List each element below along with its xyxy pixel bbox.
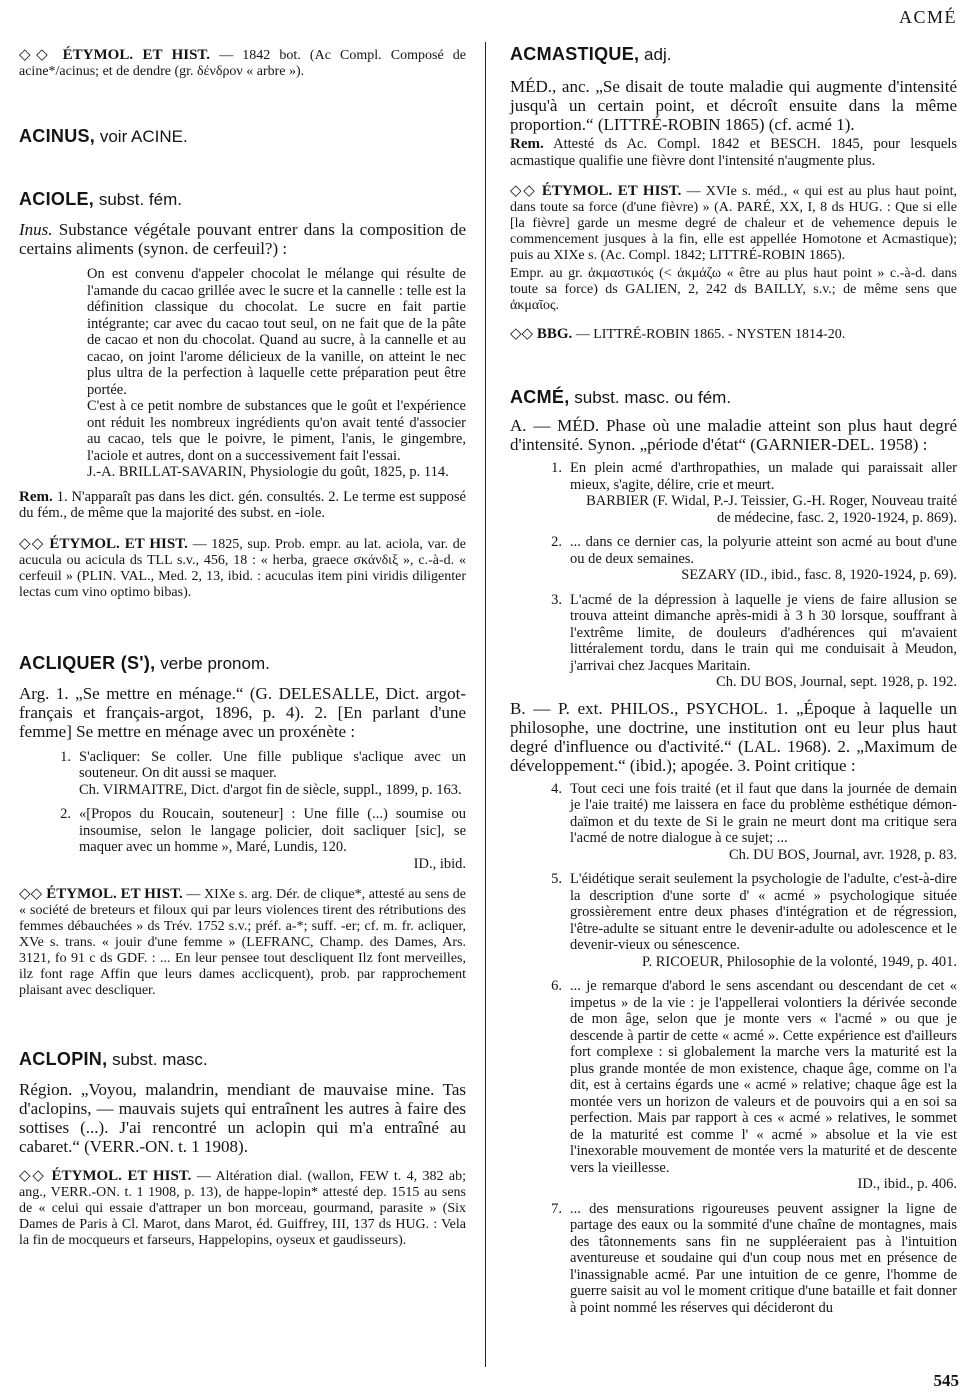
definition: MÉD., anc. „Se disait de toute maladie qui augmente d'intensité jusqu'à un certain point, et décroît ensuite dans la même proportion.“ (LITTRÉ-ROBIN 1865) (cf. acmé 1). <box>510 77 957 134</box>
remark-text: Attesté ds Ac. Compl. 1842 et BESCH. 1845, pour lesquels acmastique qualifie une fièvre dont l'intensité n'augmente plus. <box>510 136 958 169</box>
example-number: 7. <box>551 1200 562 1217</box>
headword: ACMASTIQUE, <box>510 44 640 64</box>
example-text: En plein acmé d'arthropathies, un malade qui paraissait aller mieux, s'agite, délire, crie et meurt. <box>570 460 957 493</box>
definition-text: Substance végétale pouvant entrer dans la composition de certains aliments (synon. de cerfeuil?) : <box>19 220 466 258</box>
example-text: Tout ceci une fois traité (et il faut que dans la journée de demain je l'aie traité) me laissera en face du problème esthétique démon-daïmon et du texte de Si le grain ne meurt dont ma critique sera l'acmé de notre dialogue à ce sujet; ... <box>570 780 957 846</box>
example-source: BARBIER (F. Widal, P.-J. Teissier, G.-H. Roger, Nouveau traité de médecine, fasc. 2, 1920-1924, p. 869). <box>586 493 957 526</box>
example-number: 2. <box>60 806 71 822</box>
example-text: ... dans ce dernier cas, la polyurie atteint son acmé au bout d'une ou de deux semaines. <box>570 534 957 567</box>
page-number: 545 <box>933 1371 959 1390</box>
etymology <box>19 1168 466 1249</box>
entry-acme-head <box>510 387 957 408</box>
headword: ACINUS, <box>19 126 96 146</box>
etym-text: — XVIe s. méd., « qui est au plus haut point, dans toute sa force (d'une fièvre) » (A. PARÉ, XX, I, 8 ds HUG. : Que si elle [la fièvre] garde un mesme degré de chaleur et de vehemence depuis le commencement jusques à la fin, elle est appellée Homotone et Acmastique); puis au XIXe s. (Ac. Compl. 1842; LITTRÉ-ROBIN 1865). <box>510 184 957 263</box>
example-number: 3. <box>551 591 562 608</box>
example-text: L'éidétique serait seulement la psychologie de l'adulte, c'est-à-dire la description d'une sorte d' « acmé » psychologique située grossièrement entre deux phases d'intégration et de régression, l'être-adulte se situant entre le devenir-adulte ou adolescence et le devenir-vieux ou sénescence. <box>570 871 957 953</box>
part-of-speech: subst. fém. <box>98 190 182 209</box>
example-source: J.-A. BRILLAT-SAVARIN, Physiologie du goût, 1825, p. 114. <box>87 464 449 480</box>
headword: ACLIQUER (S'), <box>19 652 156 673</box>
example <box>510 871 957 970</box>
entry-acinus-head <box>19 126 466 147</box>
etymology <box>19 536 466 601</box>
example <box>510 781 957 864</box>
example <box>510 592 957 691</box>
etym-heading: ◇◇ ÉTYMOL. ET HIST. <box>510 183 682 199</box>
part-of-speech: adj. <box>644 45 672 64</box>
column-rule <box>485 42 486 1367</box>
entry-acmastique-head <box>510 44 957 65</box>
example-text: «[Propos du Roucain, souteneur] : Une fille (...) soumise ou insoumise, selon le langage policier, doit sacliquer [sic], se maquer avec un homme », Maré, Lundis, 120. <box>79 806 466 855</box>
etym-text: — 1842 bot. (Ac Compl. Composé de acine*/acinus; et de dendre (gr. δένδρον « arbre »). <box>19 48 466 79</box>
etym-text: — Altération dial. (wallon, FEW t. 4, 382 ab; ang., VERR.-ON. t. 1 1908, p. 13), de happe-lopin* attesté dep. 1515 au sens de « celui qui essaie d'attraper un bon morceau, gourmand, parasite » (Six Dames de Paris à Cl. Marot, dans Marot, éd. Guiffrey, III, 137 ds HUG. : Vela la fin de mocqueurs et farseurs, Happelopins, oyseux et gaudisseurs). <box>19 1169 466 1248</box>
example <box>510 534 957 584</box>
part-of-speech: subst. masc. <box>112 1050 208 1069</box>
remark <box>510 136 957 169</box>
remark <box>19 489 466 522</box>
etymology <box>19 886 466 999</box>
example-source: Ch. VIRMAITRE, Dict. d'argot fin de siècle, suppl., 1899, p. 163. <box>79 781 462 798</box>
example <box>510 1201 957 1317</box>
example-source: SEZARY (ID., ibid., fasc. 8, 1920-1924, p. 69). <box>681 567 957 583</box>
example-paragraph: C'est à ce petit nombre de substances que le goût et l'expérience ont réduit les nombreux ingrédients qu'on avait tenté d'associer au cacao, tels que le poivre, le piment, l'anis, le gingembre, l'aciole et autres, dont on a successivement fait l'essai. <box>87 398 466 464</box>
etym-heading: ◇◇ ÉTYMOL. ET HIST. <box>19 535 188 552</box>
definition-b: B. — P. ext. PHILOS., PSYCHOL. 1. „Époque à laquelle un philosophe, une doctrine, une institution ont eu leur plus haut degré d'influence ou d'activité.“ (LAL. 1968). 2. „Maximum de développement.“ (ibid.); apogée. 3. Point critique : <box>510 698 957 775</box>
example <box>510 460 957 526</box>
etym-text: — XIXe s. arg. Dér. de clique*, attesté au sens de « société de breteurs et filoux qui par leurs violences tirent des rétributions des femmes débauchées » ds Trév. 1752 s.v.; préf. a-*; suff. -er; cf. m. fr. acliquer, XVe s. trans. « jouir d'une femme » (LEFRANC, Champ. des Dames, Ars. 3121, fo 91 c ds GDF. : ... En leur pensee tout descliquent Ilz font merveilles, ilz font rage Affin que leurs dames acclicquent), prob. par rapprochement plaisant avec descliquer. <box>19 887 466 998</box>
example-source: ID., ibid., p. 406. <box>857 1176 957 1192</box>
example-number: 4. <box>551 780 562 797</box>
definition <box>19 220 466 258</box>
entry-aciole-head <box>19 189 466 210</box>
example-number: 2. <box>551 534 562 550</box>
example-number: 1. <box>60 748 71 765</box>
example-text: S'acliquer: Se coller. Une fille publique s'aclique avec un souteneur. On dit aussi se maquer. <box>79 748 466 781</box>
entry-label: voir ACINE. <box>99 127 188 146</box>
etymology <box>510 183 957 264</box>
examples-a <box>510 460 957 691</box>
entry-aclopin-head <box>19 1049 466 1070</box>
example <box>19 749 466 799</box>
definition: Arg. 1. „Se mettre en ménage.“ (G. DELESALLE, Dict. argot-français et français-argot, 1896, p. 4). 2. [En parlant d'une femme] Se mettre en ménage avec un proxénète : <box>19 683 466 741</box>
remark-text: 1. N'apparaît pas dans les dict. gén. consultés. 2. Le terme est supposé du fém., de même que la majorité des subst. en -iole. <box>19 488 466 521</box>
example-number: 1. <box>551 460 562 476</box>
example-source: ID., ibid. <box>413 855 466 872</box>
bbg-text: — LITTRÉ-ROBIN 1865. - NYSTEN 1814-20. <box>575 327 846 342</box>
examples-b <box>510 781 957 1317</box>
example-paragraph: On est convenu d'appeler chocolat le mélange qui résulte de l'amande du cacao grillée avec le sucre et la cannelle : telle est la définition classique du chocolat. Le sucre en fait partie intégrante; car avec du cacao tout seul, on ne fait que de la pâte de cacao et non du chocolat. Quand au sucre, à la cannelle et au cacao, on joint l'arome délicieux de la vanille, on atteint le nec plus ultra de la perfection à laquelle cette préparation peut être portée. <box>87 266 466 398</box>
example-source: Ch. DU BOS, Journal, avr. 1928, p. 83. <box>729 846 957 863</box>
etym-heading: ◇◇ ÉTYMOL. ET HIST. <box>19 1168 192 1184</box>
etymology-continued: Empr. au gr. ἀκμαστικός (< ἀκμάζω « être au plus haut point » c.-à-d. dans toute sa force) ds GALIEN, 2, 242 ds BAILLY, s.v.; de même sens que ἀκμαῖος. <box>510 266 957 313</box>
headword: ACIOLE, <box>19 189 95 209</box>
headword: ACLOPIN, <box>19 1049 108 1069</box>
example-text: L'acmé de la dépression à laquelle je viens de faire allusion se trouva atteint dimanche après-midi à 3 h 30 lorsque, souffrant à l'extrême limite, de douleurs d'adhérences qui m'avaient littéralement tordu, dans le train qui me conduisait à Meudon, j'arrivai chez Jacques Maritain. <box>570 591 957 674</box>
headword: ACMÉ, <box>510 387 570 407</box>
etym-heading: ◇◇ ÉTYMOL. ET HIST. <box>19 47 211 63</box>
usage-label: Inus. <box>19 220 53 239</box>
definition-a: A. — MÉD. Phase où une maladie atteint son plus haut degré d'intensité. Synon. „période d'état“ (GARNIER-DEL. 1958) : <box>510 416 957 454</box>
running-head: ACMÉ <box>898 7 957 27</box>
remark-label: Rem. <box>510 136 544 152</box>
entry-acliquer-head <box>19 653 466 674</box>
etym-text: — 1825, sup. Prob. empr. au lat. aciola, var. de acucula ou acicula ds TLL s.v., 456, 18 : « herba, graece σκάνδιξ », c.-à-d. « cerfeuil » (PLIN. VAL., Med. 2, 13, ibid. : acuculas item pini viridis diligenter lectas cum vino optimo bibas). <box>19 536 467 600</box>
etym-acine-block <box>19 47 466 80</box>
example <box>19 806 466 872</box>
example-number: 6. <box>551 978 562 994</box>
right-column <box>510 42 957 1316</box>
part-of-speech: verbe pronom. <box>160 653 270 673</box>
example-source: P. RICOEUR, Philosophie de la volonté, 1949, p. 401. <box>642 953 957 970</box>
example-source: Ch. DU BOS, Journal, sept. 1928, p. 192. <box>716 674 957 690</box>
part-of-speech: subst. masc. ou fém. <box>574 388 732 407</box>
bibliography <box>510 326 957 343</box>
bbg-heading: ◇◇ BBG. <box>510 326 573 342</box>
example <box>510 978 957 1193</box>
definition: Région. „Voyou, malandrin, mendiant de mauvaise mine. Tas d'aclopins, — mauvais sujets qui entraînent les autres à faire des sottises (...). J'ai rencontré un aclopin qui m'a entraîné au cabaret.“ (VERR.-ON. t. 1 1908). <box>19 1080 466 1156</box>
example-text: ... je remarque d'abord le sens ascendant ou descendant de cet « impetus » de la vie : je l'appellerai volontiers la dérivée seconde de mon âge, selon que je monte vers « l'acmé » ou que je descende à partir de cette « acmé ». Cette expérience est d'ailleurs fort complexe : si globalement la marche vers la maturité est la plus grande montée de mon existence, chaque âge, comme on l'a dit, est à certains égards une « acmé » relative; chaque âge est la montée vers un horizon de valeurs et de pouvoirs qui a en soi sa perfection. Mais par rapport à ces « acmé » relatives, le sommet de la maturité est comme l' « acmé » absolue et la vie est l'inexorable mouvement de montée vers la maturité et de descente vers la vieillesse. <box>570 978 957 1176</box>
example-text: ... des mensurations rigoureuses peuvent assigner la ligne de partage des eaux ou la sommité d'une chaîne de montagnes, mais des tâtonnements sans fin ne suppléeraient pas à l'intuition aventureuse et soudaine qui d'un coup nous met en présence de l'inassignable acmé. Par une intuition de ce genre, l'homme de guerre saisit au vol le moment critique d'une bataille et fait donner à point nommé les réserves qui décideront du <box>570 1200 957 1316</box>
remark-label: Rem. <box>19 488 53 505</box>
etym-heading: ◇◇ ÉTYMOL. ET HIST. <box>19 886 183 902</box>
example-number: 5. <box>551 871 562 887</box>
left-column <box>19 42 466 1249</box>
